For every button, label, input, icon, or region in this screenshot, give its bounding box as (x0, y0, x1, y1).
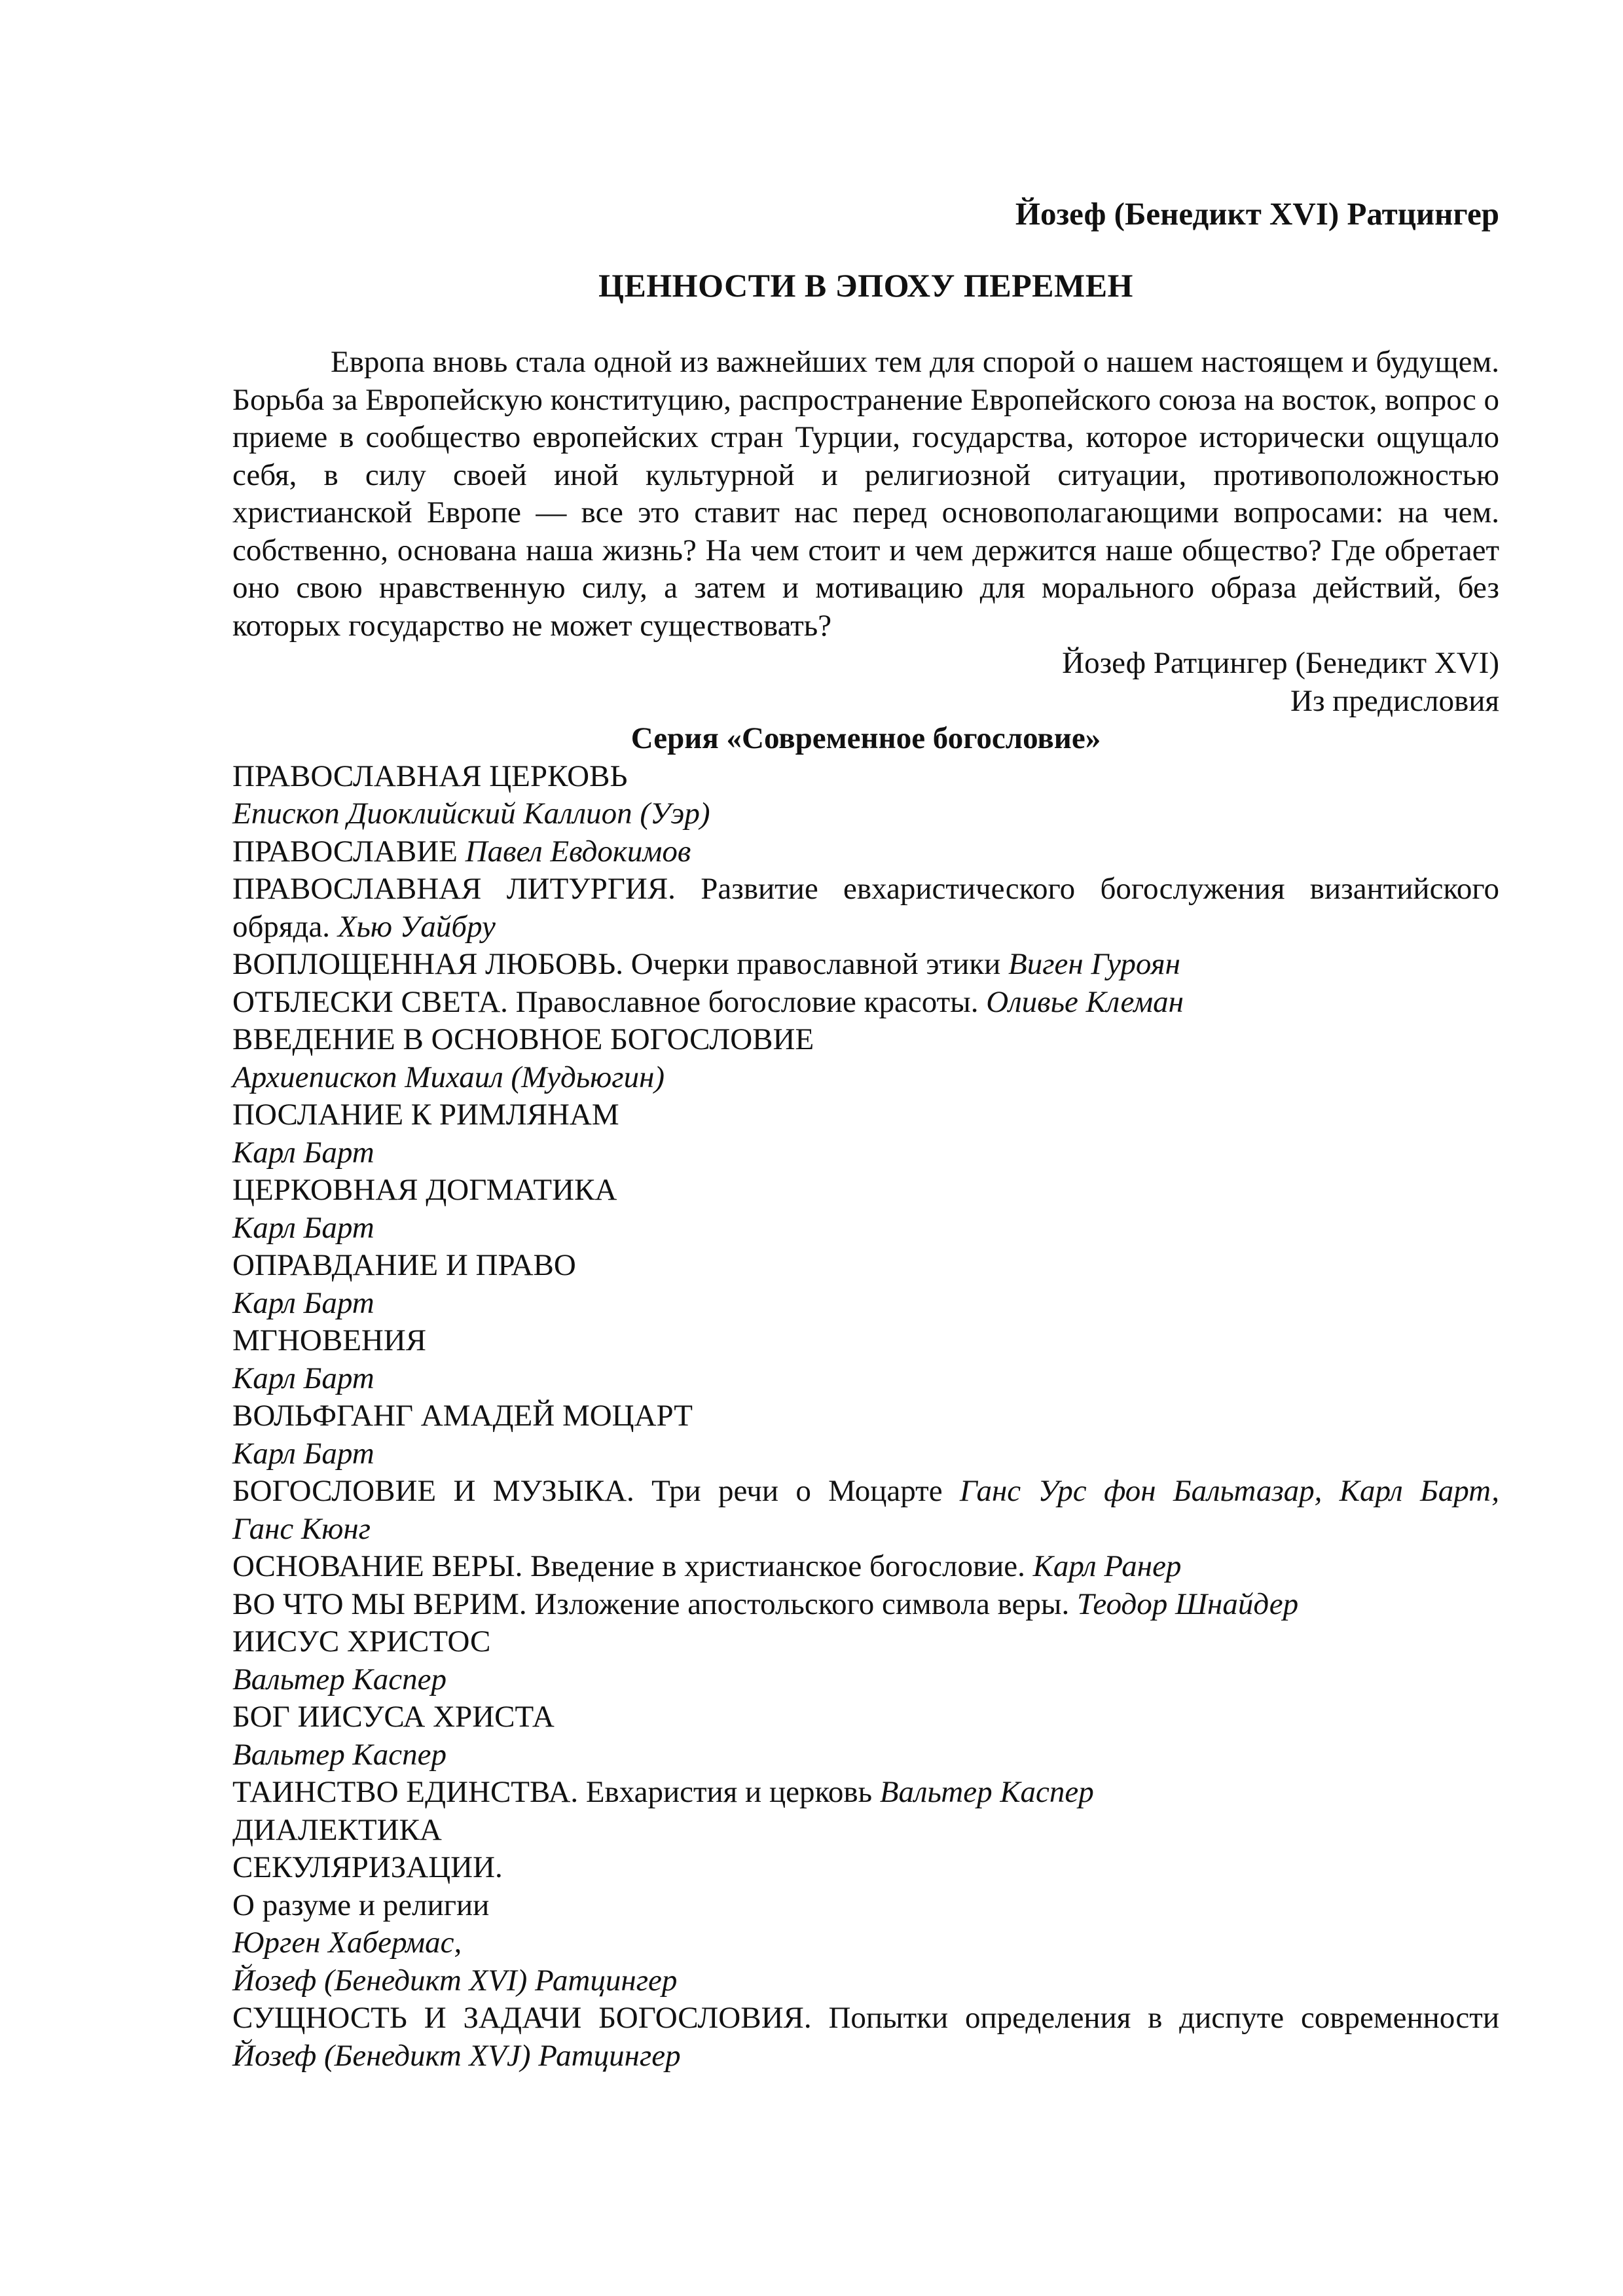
list-item (232, 1962, 1499, 2000)
list-item (232, 1698, 1499, 1736)
book-title: ОТБЛЕСКИ СВЕТА. Православное богословие красоты. (232, 984, 979, 1019)
book-title: СЕКУЛЯРИЗАЦИИ. (232, 1850, 503, 1884)
list-item (232, 1360, 1499, 1398)
book-author: Йозеф (Бенедикт XVI) Ратцингер (232, 1963, 678, 1998)
book-author: Архиепископ Михаил (Мудьюгин) (232, 1060, 665, 1094)
book-title: ОПРАВДАНИЕ И ПРАВО (232, 1248, 576, 1282)
book-title: БОГ ИИСУСА ХРИСТА (232, 1700, 555, 1734)
book-title: ВОЛЬФГАНГ АМАДЕЙ МОЦАРТ (232, 1399, 693, 1433)
list-item (232, 1812, 1499, 1850)
list-item (232, 1096, 1499, 1134)
document-page (232, 187, 1499, 2075)
list-item (232, 1247, 1499, 1285)
list-item (232, 1924, 1499, 1962)
list-item (232, 1285, 1499, 1323)
book-author: Карл Барт (232, 1285, 374, 1320)
book-title: СУЩНОСТЬ И ЗАДАЧИ БОГОСЛОВИЯ. Попытки определения в диспуте современности (232, 2001, 1499, 2035)
book-author: Вальтер Каспер (232, 1737, 447, 1772)
list-item (232, 1623, 1499, 1661)
list-item (232, 795, 1499, 833)
list-item (232, 1172, 1499, 1210)
list-item (232, 1661, 1499, 1699)
book-title: ПРАВОСЛАВИЕ (232, 834, 458, 869)
book-author: Епископ Диоклийский Каллиоп (Уэр) (232, 797, 710, 831)
book-title: ВО ЧТО МЫ ВЕРИМ. Изложение апостольского символа веры. (232, 1587, 1070, 1621)
list-item (232, 1435, 1499, 1473)
book-author: Виген Гуроян (1008, 947, 1180, 981)
book-author: Юрген Хабермас, (232, 1926, 462, 1960)
book-author: Йозеф (Бенедикт XVJ) Ратцингер (232, 2038, 681, 2073)
list-item (232, 758, 1499, 796)
series-list (232, 758, 1499, 2075)
book-author: Карл Барт (232, 1361, 374, 1395)
intro-signature: Йозеф Ратцингер (Бенедикт XVI) (1062, 646, 1499, 680)
intro-paragraph: Европа вновь стала одной из важнейших тем для спорой о нашем настоящем и будущем. Борьба за Европейскую конституцию, распространение Европейского союза на восток, вопрос о приеме в сообщество европейских стран Турции, государства, которое исторически ощущало себя, в силу своей иной культурной и религиозной ситуации, противоположностью христианской Европе — все это ставит нас перед основополагающими вопросами: на чем. собственно, основана наша жизнь? На чем стоит и чем держится наше общество? Где обретает оно свою нравственную силу, а затем и мотивацию для морального образа действий, без которых государство не может существовать? (232, 345, 1499, 643)
book-author: Вальтер Каспер (879, 1775, 1094, 1809)
list-item (232, 1774, 1499, 1812)
book-title: БОГОСЛОВИЕ И МУЗЫКА. Три речи о Моцарте (232, 1474, 943, 1508)
book-title: ТАИНСТВО ЕДИНСТВА. Евхаристия и церковь (232, 1775, 873, 1809)
list-item (232, 2000, 1499, 2037)
list-item (232, 1134, 1499, 1172)
series-heading: Серия «Современное богословие» (630, 721, 1101, 755)
book-title: ВВЕДЕНИЕ В ОСНОВНОЕ БОГОСЛОВИЕ (232, 1022, 814, 1056)
list-item (232, 1586, 1499, 1624)
list-item (232, 1887, 1499, 1925)
book-title: МГНОВЕНИЯ (232, 1323, 427, 1357)
list-item (232, 984, 1499, 1022)
book-author: Хью Уайбру (337, 909, 496, 944)
book-title: ОСНОВАНИЕ ВЕРЫ. Введение в христианское богословие. (232, 1549, 1025, 1583)
list-item (232, 1511, 1499, 1549)
book-title: ИИСУС ХРИСТОС (232, 1624, 491, 1659)
list-item (232, 1473, 1499, 1511)
list-item (232, 1021, 1499, 1059)
intro-source: Из предисловия (1290, 683, 1499, 718)
list-item (232, 1849, 1499, 1887)
list-item (232, 2037, 1499, 2075)
book-author: Карл Ранер (1032, 1549, 1182, 1583)
book-title: ПРАВОСЛАВНАЯ ЛИТУРГИЯ. Развитие евхаристического богослужения византийского (232, 872, 1499, 906)
book-title: ЦЕРКОВНАЯ ДОГМАТИКА (232, 1173, 617, 1207)
list-item (232, 1059, 1499, 1097)
book-title: ВОПЛОЩЕННАЯ ЛЮБОВЬ. Очерки православной этики (232, 947, 1001, 981)
list-item (232, 1736, 1499, 1774)
list-item (232, 1397, 1499, 1435)
book-author: Вальтер Каспер (232, 1662, 447, 1696)
book-title: ДИАЛЕКТИКА (232, 1812, 442, 1847)
list-item (232, 1322, 1499, 1360)
list-item (232, 1210, 1499, 1247)
list-item (232, 946, 1499, 984)
list-item (232, 1548, 1499, 1586)
header-author: Йозеф (Бенедикт XVI) Ратцингер (1015, 196, 1499, 232)
book-title: О разуме и религии (232, 1888, 490, 1922)
book-author: Карл Барт (232, 1210, 374, 1245)
book-title: ПОСЛАНИЕ К РИМЛЯНАМ (232, 1098, 619, 1132)
book-title: ПРАВОСЛАВНАЯ ЦЕРКОВЬ (232, 759, 628, 793)
book-author: Ганс Кюнг (232, 1511, 371, 1546)
page-title: ЦЕННОСТИ В ЭПОХУ ПЕРЕМЕН (598, 267, 1133, 304)
book-author: Ганс Урс фон Бальтазар, Карл Барт, (959, 1474, 1499, 1508)
list-item (232, 870, 1499, 908)
book-author: Теодор Шнайдер (1076, 1587, 1299, 1621)
book-title: обряда. (232, 909, 331, 944)
list-item (232, 833, 1499, 871)
list-item (232, 908, 1499, 946)
book-author: Карл Барт (232, 1135, 374, 1170)
book-author: Карл Барт (232, 1436, 374, 1471)
book-author: Павел Евдокимов (465, 834, 691, 869)
book-author: Оливье Клеман (986, 984, 1184, 1019)
